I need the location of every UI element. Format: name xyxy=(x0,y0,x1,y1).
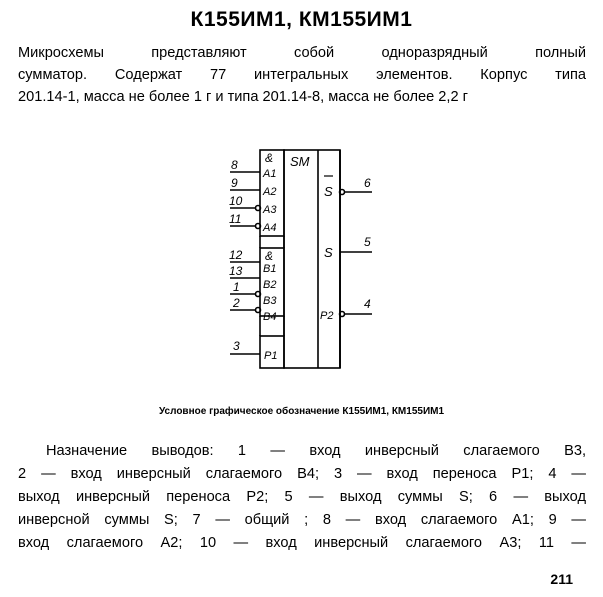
output-label-s: S xyxy=(324,245,333,260)
pin-label-a4: A4 xyxy=(263,222,277,234)
pin-number-13: 13 xyxy=(229,264,243,278)
pin-assignment-line: 2 — вход инверсный слагаемого B4; 3 — вход переноса P1; 4 — xyxy=(18,466,586,482)
pin-label-a3: A3 xyxy=(263,204,277,216)
pin-number-12: 12 xyxy=(229,248,243,262)
pin-label-p1: P1 xyxy=(264,350,278,362)
pin-label-b2: B2 xyxy=(263,279,277,291)
page-title: К155ИМ1, КМ155ИМ1 xyxy=(190,8,413,31)
pin-number-5: 5 xyxy=(364,235,371,249)
pin-2-inversion xyxy=(256,308,261,313)
pin-label-b3: B3 xyxy=(263,295,277,307)
pin-label-a1: A1 xyxy=(263,168,277,180)
pin-1-inversion xyxy=(256,292,261,297)
pin-number-11: 11 xyxy=(229,212,242,226)
pin-assignment-paragraph xyxy=(18,440,586,555)
pin-number-4: 4 xyxy=(364,297,371,311)
intro-line: Микросхемы представляют собой одноразрядный полный xyxy=(18,45,586,61)
figure-caption: Условное графическое обозначение К155ИМ1, КМ155ИМ1 xyxy=(158,406,445,417)
pin-assignment-line: Назначение выводов: 1 — вход инверсный слагаемого B3, xyxy=(46,443,586,459)
pin-number-6: 6 xyxy=(364,176,371,190)
intro-line: сумматор. Содержат 77 интегральных элементов. Корпус типа xyxy=(18,67,586,83)
pin-4-inversion xyxy=(340,312,345,317)
group-b-header: & xyxy=(265,249,274,263)
pin-6-inversion xyxy=(340,190,345,195)
output-label-p2: P2 xyxy=(320,310,334,322)
pin-label-a2: A2 xyxy=(263,186,277,198)
intro-line: 201.14-1, масса не более 1 г и типа 201.14-8, масса не более 2,2 г xyxy=(18,89,468,105)
pin-number-2: 2 xyxy=(233,296,240,310)
pin-assignment-line: инверсной суммы S; 7 — общий ; 8 — вход слагаемого A1; 9 — xyxy=(18,512,586,528)
pin-number-3: 3 xyxy=(233,339,240,353)
pin-number-8: 8 xyxy=(231,158,238,172)
group-a-header: & xyxy=(265,151,274,165)
pin-assignment-line: вход слагаемого A2; 10 — вход инверсный слагаемого A3; 11 — xyxy=(18,535,586,551)
pin-number-9: 9 xyxy=(231,176,238,190)
pin-10-inversion xyxy=(256,206,261,211)
pin-11-inversion xyxy=(256,224,261,229)
pin-number-10: 10 xyxy=(229,194,243,208)
adder-schematic xyxy=(200,140,400,390)
intro-paragraph xyxy=(18,42,586,108)
page-number: 211 xyxy=(550,571,573,587)
pin-label-b1: B1 xyxy=(263,263,277,275)
output-label-s-bar: S xyxy=(324,184,333,199)
pin-assignment-line: выход инверсный переноса P2; 5 — выход суммы S; 6 — выход xyxy=(18,489,586,505)
pin-number-1: 1 xyxy=(233,280,240,294)
pin-label-b4: B4 xyxy=(263,311,277,323)
center-label: SM xyxy=(290,154,310,169)
